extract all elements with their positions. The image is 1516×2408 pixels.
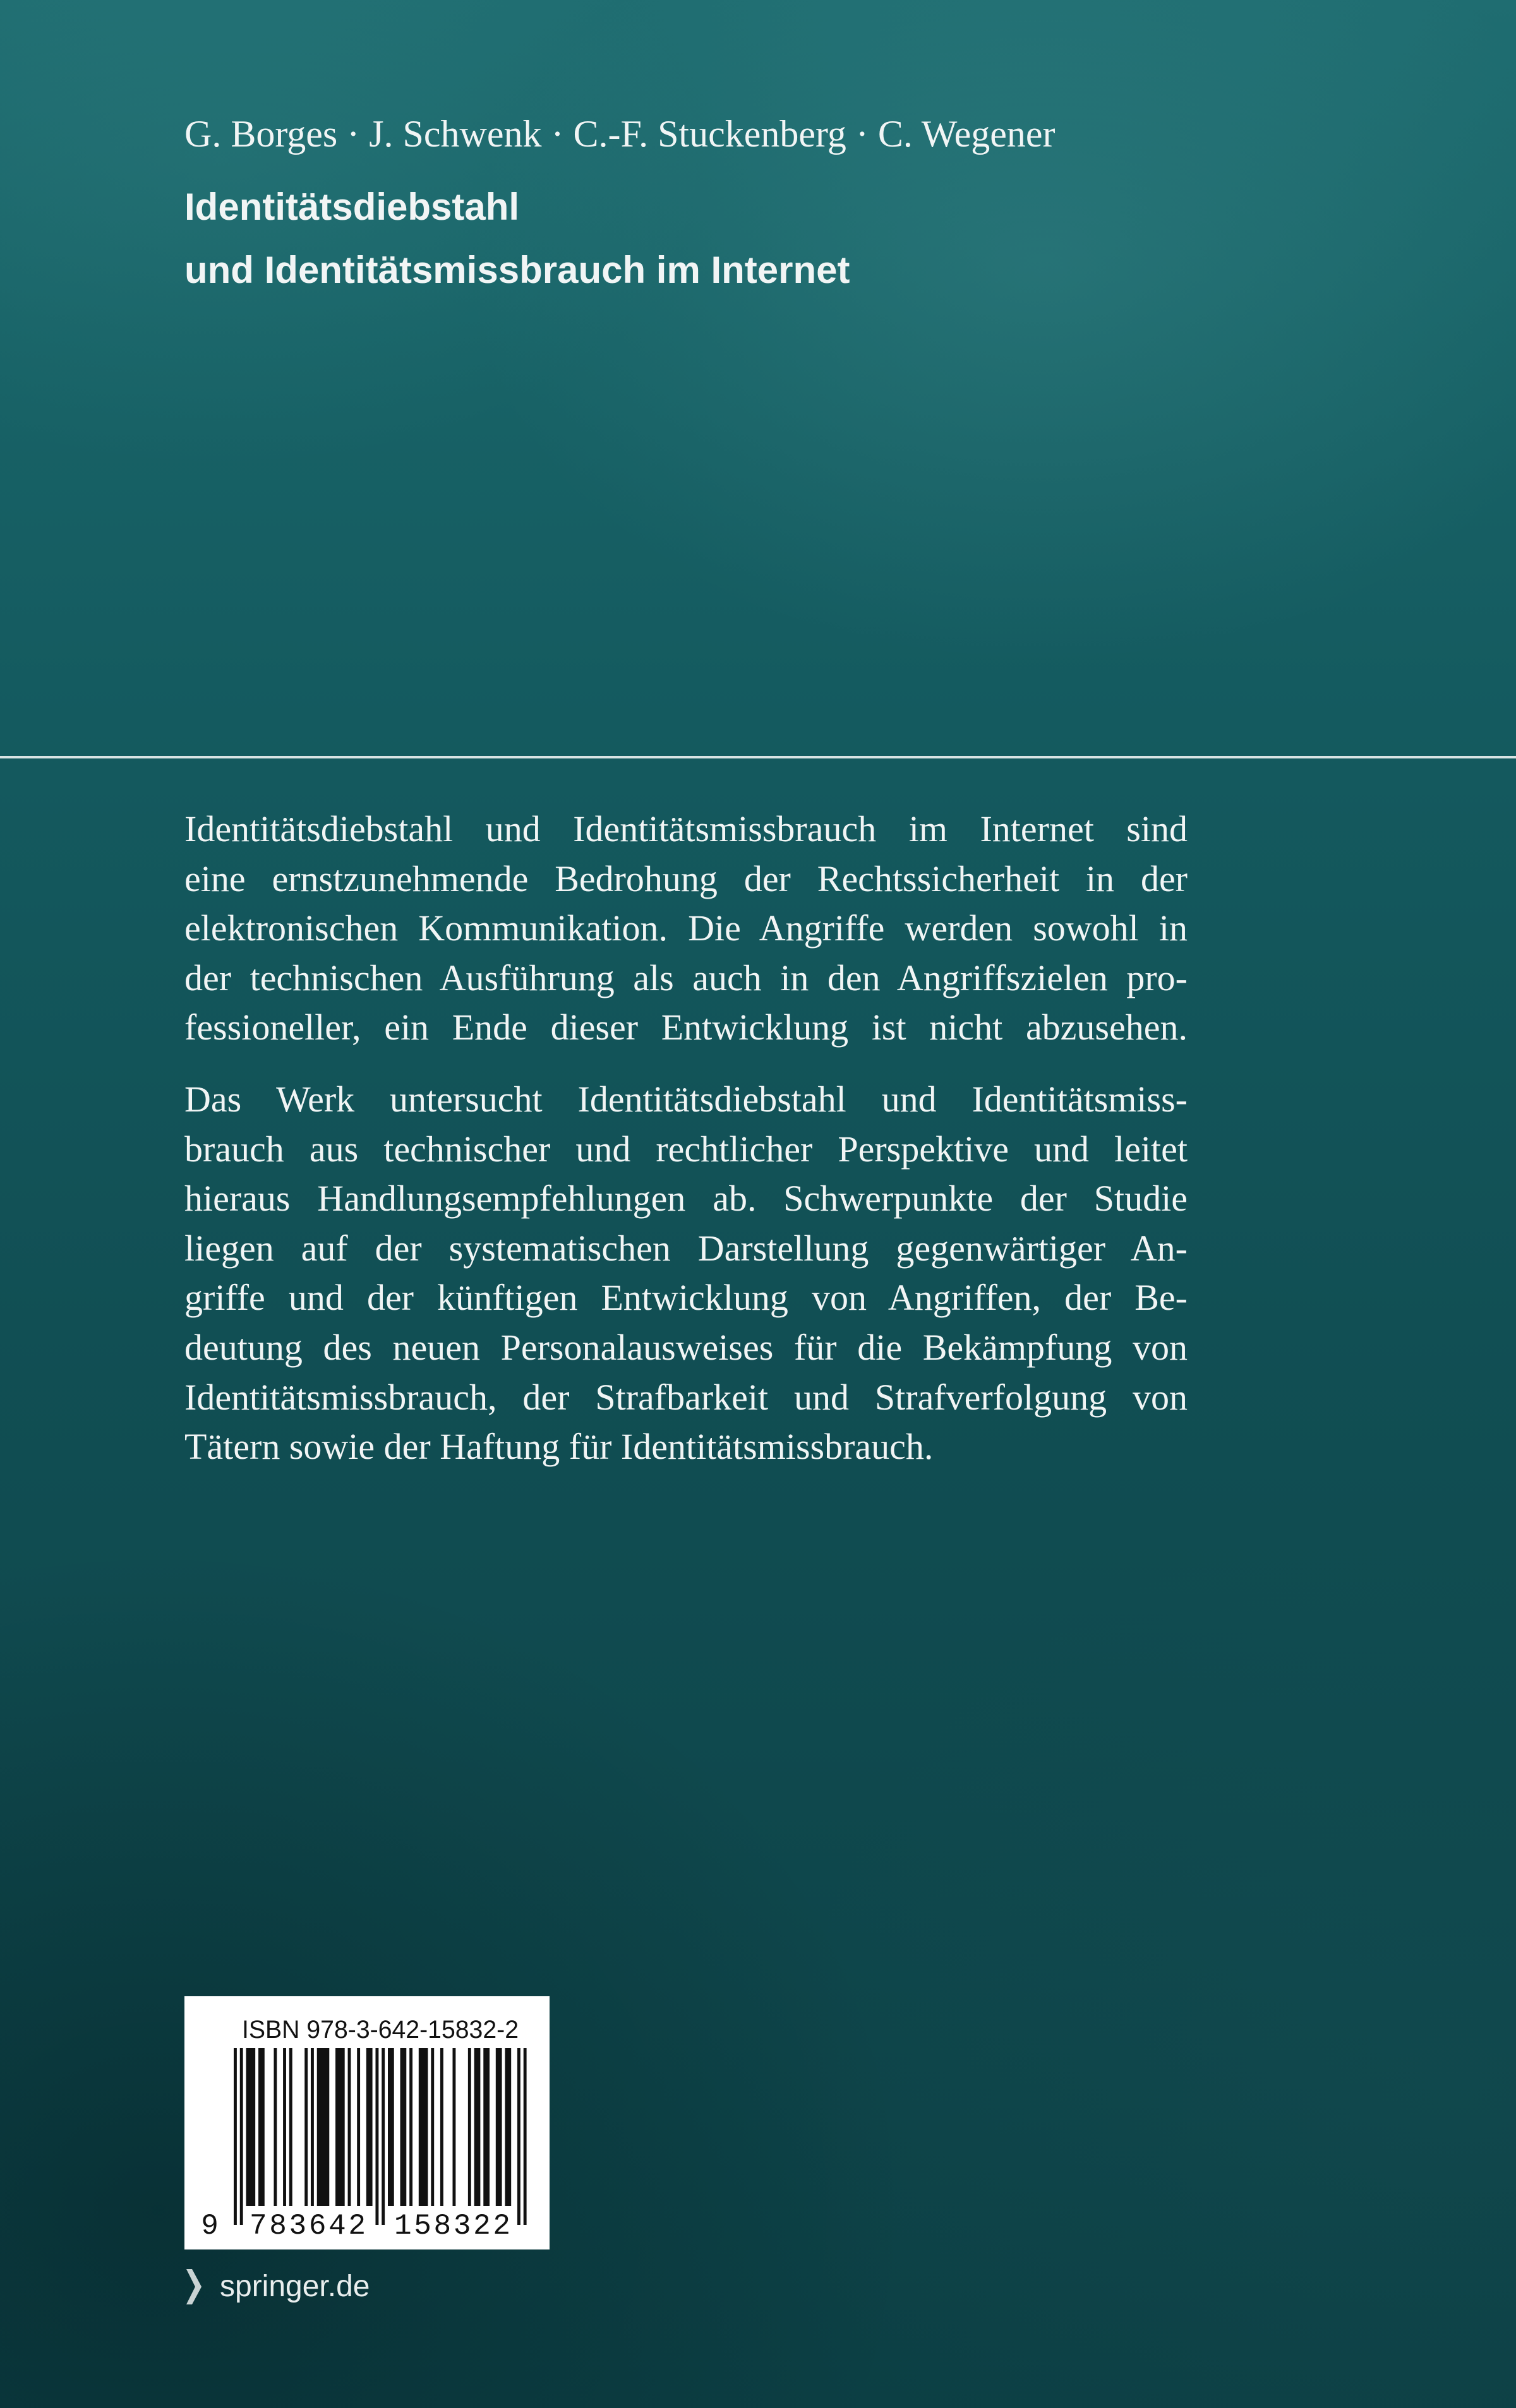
barcode-bar: [474, 2048, 481, 2206]
blurb-line: elektronischen Kommunikation. Die Angriffe werden sowohl in: [184, 907, 1188, 949]
barcode-bar: [440, 2048, 443, 2206]
book-title: [184, 176, 850, 302]
horizontal-divider: [0, 756, 1516, 758]
blurb-line: Das Werk untersucht Identitätsdiebstahl und Identitätsmiss-: [184, 1078, 1188, 1120]
barcode-lead-digit: 9: [201, 2210, 219, 2243]
blurb-line: deutung des neuen Personalausweises für die Bekämpfung von: [184, 1326, 1188, 1368]
barcode-bar: [409, 2048, 412, 2206]
blurb-line: hieraus Handlungsempfehlungen ab. Schwerpunkte der Studie: [184, 1178, 1188, 1219]
barcode-bar: [452, 2048, 455, 2206]
title-line: und Identitätsmissbrauch im Internet: [184, 249, 850, 291]
blurb-line: der technischen Ausführung als auch in den Angriffszielen pro-: [184, 957, 1188, 998]
blurb-line: fessioneller, ein Ende dieser Entwicklung ist nicht abzusehen.: [184, 1007, 1188, 1048]
barcode-guard-bar: [524, 2048, 527, 2225]
blurb-line: brauch aus technischer und rechtlicher Perspektive und leitet: [184, 1128, 1188, 1170]
barcode-bar: [468, 2048, 471, 2206]
blurb-line: Tätern sowie der Haftung für Identitätsmissbrauch.: [184, 1426, 934, 1468]
blurb-line: Identitätsmissbrauch, der Strafbarkeit und Strafverfolgung von: [184, 1376, 1188, 1418]
barcode-bar: [431, 2048, 434, 2206]
barcode-guard-bar: [382, 2048, 385, 2225]
barcode-bar: [317, 2048, 330, 2206]
blurb-paragraph: [184, 1075, 1188, 1472]
blurb-line: liegen auf der systematischen Darstellung gegenwärtiger An-: [184, 1227, 1188, 1269]
title-line: Identitätsdiebstahl: [184, 186, 520, 228]
barcode-bar: [335, 2048, 345, 2206]
chevron-right-icon: [184, 2268, 203, 2306]
barcode-guard-bar: [240, 2048, 243, 2225]
barcode-bar: [400, 2048, 407, 2206]
barcode-left-digits: 783642: [250, 2210, 366, 2243]
barcode-bar: [246, 2048, 256, 2206]
blurb-line: Identitätsdiebstahl und Identitätsmissbrauch im Internet sind: [184, 808, 1188, 849]
barcode-bars: [234, 2048, 527, 2225]
barcode-bar: [419, 2048, 428, 2206]
barcode-right-digits: 158322: [394, 2210, 510, 2243]
blurb-text: [184, 805, 1188, 1472]
barcode-guard-bar: [234, 2048, 237, 2225]
barcode-bar: [289, 2048, 292, 2206]
barcode-guard-bar: [375, 2048, 378, 2225]
barcode-bar: [388, 2048, 394, 2206]
publisher-url: springer.de: [220, 2270, 370, 2303]
barcode-bar: [483, 2048, 490, 2206]
barcode-bar: [311, 2048, 314, 2206]
barcode-bar: [366, 2048, 373, 2206]
publisher-link: [184, 2268, 500, 2306]
barcode-guard-bar: [517, 2048, 520, 2225]
barcode-graphic: [184, 1996, 550, 2249]
blurb-line: eine ernstzunehmende Bedrohung der Rechtssicherheit in der: [184, 858, 1188, 899]
barcode-bar: [274, 2048, 277, 2206]
barcode-bar: [496, 2048, 502, 2206]
authors-line: G. Borges · J. Schwenk · C.-F. Stuckenberg · C. Wegener: [184, 113, 1056, 155]
isbn-barcode: [184, 1996, 550, 2249]
barcode-bar: [283, 2048, 286, 2206]
barcode-bar: [258, 2048, 265, 2206]
barcode-bar: [505, 2048, 511, 2206]
barcode-bar: [348, 2048, 351, 2206]
barcode-bar: [357, 2048, 360, 2206]
barcode-bar: [304, 2048, 308, 2206]
isbn-label: ISBN 978-3-642-15832-2: [242, 2016, 519, 2044]
blurb-paragraph: [184, 805, 1188, 1053]
blurb-line: griffe und der künftigen Entwicklung von Angriffen, der Be-: [184, 1277, 1188, 1319]
